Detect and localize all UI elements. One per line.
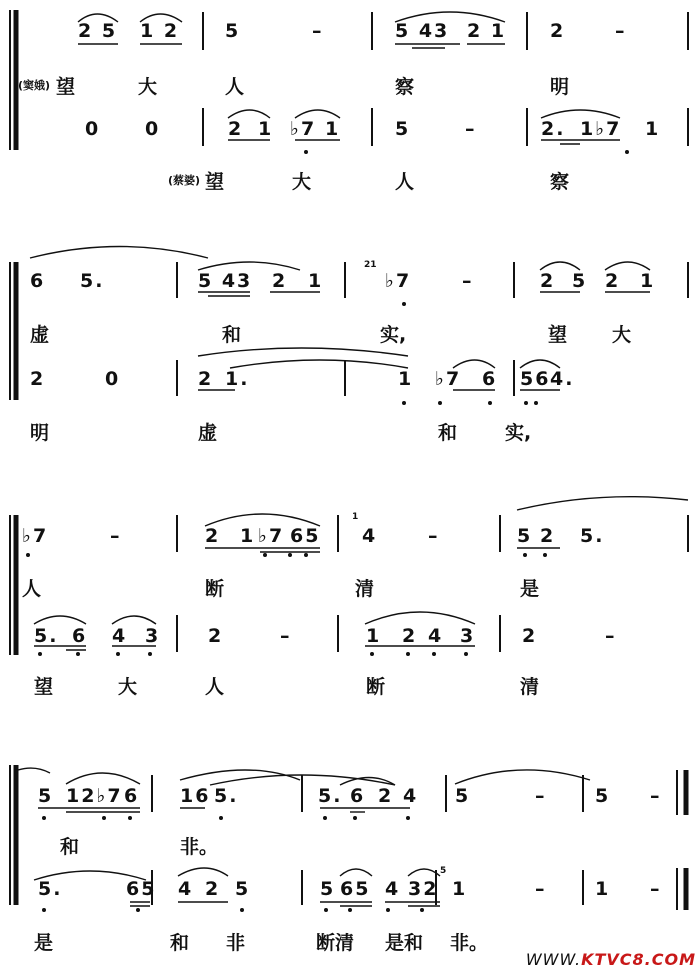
- s4-upper-note-8: 2: [378, 785, 394, 807]
- site-watermark: [526, 950, 696, 969]
- s1-lower-note-5: ♭7: [290, 118, 317, 140]
- s3-lower-lyric-2: 大: [118, 676, 138, 698]
- s3-lower-lyric-1: 望: [34, 676, 54, 698]
- s4-upper-note-5: 5.: [214, 785, 239, 807]
- s3-upper-note-7: 4: [362, 525, 378, 547]
- s1-upper-role: (窦娥): [18, 79, 51, 92]
- s3-lower-lyric-3: 人: [205, 676, 225, 698]
- s2-upper-lyric-5: 大: [612, 324, 632, 346]
- s1-upper-note-2: 1 2: [140, 20, 180, 42]
- s4-upper-note-1: 5: [38, 785, 54, 807]
- s3-lower-note-5: 2: [208, 625, 224, 647]
- s1-upper-note-1: 2 5: [78, 20, 118, 42]
- s4-upper-note-7: 6: [350, 785, 366, 807]
- s4-lower-note-7: 65: [340, 878, 371, 900]
- s1-lower-lyric-4: 察: [550, 171, 570, 193]
- s2-lower-lyric-3: 和: [438, 422, 458, 444]
- s3-upper-note-4: 1: [240, 525, 256, 547]
- s3-upper-lyric-1: 人: [22, 578, 42, 600]
- s4-lower-lyric-3: 非: [226, 932, 246, 954]
- s4-lower-grace: 5: [440, 866, 447, 876]
- s4-upper-note-12: 5: [595, 785, 611, 807]
- s3-upper-lyric-3: 清: [355, 578, 375, 600]
- s1-lower-lyric-3: 人: [395, 171, 415, 193]
- s2-upper-note-9: 5: [572, 270, 588, 292]
- s1-lower-note-9: 2.: [541, 118, 566, 140]
- s1-upper-note-7: 2: [550, 20, 566, 42]
- s1-upper-note-6: 2 1: [467, 20, 507, 42]
- s3-upper-note-2: –: [110, 525, 122, 547]
- s4-upper-note-4: 16: [180, 785, 211, 807]
- s4-upper-note-2: 12♭7: [66, 785, 123, 807]
- s2-lower-lyric-2: 虚: [198, 422, 218, 444]
- s2-upper-note-8: 2: [540, 270, 556, 292]
- s1-lower-note-8: –: [465, 118, 477, 140]
- s2-upper-note-5: 1: [308, 270, 324, 292]
- s1-lower-note-2: 0: [145, 118, 161, 140]
- s3-lower-lyric-5: 清: [520, 676, 540, 698]
- s4-lower-note-1: 5.: [38, 878, 63, 900]
- s2-upper-note-4: 2: [272, 270, 288, 292]
- s1-upper-note-3: 5: [225, 20, 241, 42]
- s1-lower-note-1: 0: [85, 118, 101, 140]
- s2-lower-lyric-4: 实,: [505, 422, 532, 444]
- s4-upper-note-10: 5: [455, 785, 471, 807]
- s1-upper-lyric-1: 望: [56, 76, 76, 98]
- s3-upper-note-11: 5.: [580, 525, 605, 547]
- s4-lower-note-13: –: [650, 878, 662, 900]
- s3-lower-lyric-4: 断: [366, 676, 386, 698]
- s2-lower-note-1: 2: [30, 368, 46, 390]
- s4-upper-note-3: 6: [124, 785, 140, 807]
- s4-lower-note-2: 65: [126, 878, 157, 900]
- s4-upper-note-9: 4: [403, 785, 419, 807]
- s2-upper-note-6: ♭7: [385, 270, 412, 292]
- s4-upper-lyric-2: 非。: [180, 836, 219, 858]
- s3-lower-note-2: 6: [72, 625, 88, 647]
- s1-lower-lyric-1: 望: [205, 171, 225, 193]
- s3-upper-lyric-4: 是: [520, 578, 540, 600]
- s3-upper-lyric-2: 断: [205, 578, 225, 600]
- s3-lower-note-3: 4: [112, 625, 128, 647]
- s4-lower-note-8: 4: [385, 878, 401, 900]
- s1-upper-lyric-4: 察: [395, 76, 415, 98]
- s2-upper-lyric-4: 望: [548, 324, 568, 346]
- s2-upper-lyric-2: 和: [222, 324, 242, 346]
- s4-lower-note-9: 32: [408, 878, 439, 900]
- s4-lower-lyric-2: 和: [170, 932, 190, 954]
- s4-lower-note-12: 1: [595, 878, 611, 900]
- s1-upper-note-8: –: [615, 20, 627, 42]
- s4-lower-lyric-5: 是和: [385, 932, 424, 954]
- watermark-domain: KTVC8.COM: [581, 950, 696, 969]
- s2-upper-lyric-1: 虚: [30, 324, 50, 346]
- s3-lower-note-6: –: [280, 625, 292, 647]
- s2-upper-note-3: 5 43: [198, 270, 253, 292]
- s3-upper-note-3: 2: [205, 525, 221, 547]
- s3-upper-note-8: –: [428, 525, 440, 547]
- s2-lower-note-6: ♭7: [435, 368, 462, 390]
- s4-lower-lyric-1: 是: [34, 932, 54, 954]
- s3-lower-note-7: 1: [366, 625, 382, 647]
- s1-upper-lyric-3: 人: [225, 76, 245, 98]
- s2-lower-note-7: 6: [482, 368, 498, 390]
- s2-lower-note-2: 0: [105, 368, 121, 390]
- s4-upper-lyric-1: 和: [60, 836, 80, 858]
- s1-lower-note-11: 1: [645, 118, 661, 140]
- s2-upper-note-7: –: [462, 270, 474, 292]
- s4-lower-lyric-6: 非。: [450, 932, 489, 954]
- s2-upper-lyric-3: 实,: [380, 324, 407, 346]
- s2-lower-note-5: 1: [398, 368, 414, 390]
- s1-lower-note-3: 2: [228, 118, 244, 140]
- s4-lower-lyric-4: 断清: [316, 932, 355, 954]
- s3-lower-note-8: 2: [402, 625, 418, 647]
- watermark-prefix: WWW.: [525, 950, 582, 969]
- s3-lower-note-12: –: [605, 625, 617, 647]
- s3-upper-note-6: 65: [290, 525, 321, 547]
- s3-lower-note-1: 5.: [34, 625, 59, 647]
- s2-lower-note-3: 2: [198, 368, 214, 390]
- s4-lower-note-3: 4: [178, 878, 194, 900]
- s2-upper-note-2: 5.: [80, 270, 105, 292]
- s2-upper-note-10: 2: [605, 270, 621, 292]
- s2-upper-note-11: 1: [640, 270, 656, 292]
- s1-upper-note-4: –: [312, 20, 324, 42]
- s1-upper-lyric-5: 明: [550, 76, 570, 98]
- s4-lower-note-11: –: [535, 878, 547, 900]
- s4-lower-note-6: 5: [320, 878, 336, 900]
- s3-upper-note-9: 5: [517, 525, 533, 547]
- s2-lower-note-8: 56: [520, 368, 551, 390]
- s1-lower-note-6: 1: [325, 118, 341, 140]
- s4-lower-note-4: 2: [205, 878, 221, 900]
- s2-lower-note-4: 1.: [225, 368, 250, 390]
- s4-lower-note-10: 1: [452, 878, 468, 900]
- s4-lower-note-5: 5: [235, 878, 251, 900]
- s3-lower-note-10: 3: [460, 625, 476, 647]
- s2-upper-note-1: 6: [30, 270, 46, 292]
- s1-upper-lyric-2: 大: [138, 76, 158, 98]
- s3-upper-grace: 1: [352, 512, 359, 522]
- s2-upper-grace: 21: [364, 260, 377, 270]
- s1-lower-note-10: 1♭7: [580, 118, 622, 140]
- s3-upper-note-1: ♭7: [22, 525, 49, 547]
- s3-lower-note-11: 2: [522, 625, 538, 647]
- s4-upper-note-6: 5.: [318, 785, 343, 807]
- s1-lower-role: (蔡婆): [168, 174, 201, 187]
- s2-lower-lyric-1: 明: [30, 422, 50, 444]
- s1-upper-note-5: 5 43: [395, 20, 450, 42]
- s2-lower-note-9: 4.: [550, 368, 575, 390]
- s1-lower-note-7: 5: [395, 118, 411, 140]
- s3-upper-note-10: 2: [540, 525, 556, 547]
- s4-upper-note-13: –: [650, 785, 662, 807]
- s4-upper-note-11: –: [535, 785, 547, 807]
- s3-lower-note-4: 3: [145, 625, 161, 647]
- s3-upper-note-5: ♭7: [258, 525, 285, 547]
- s1-lower-note-4: 1: [258, 118, 274, 140]
- s1-lower-lyric-2: 大: [292, 171, 312, 193]
- s3-lower-note-9: 4: [428, 625, 444, 647]
